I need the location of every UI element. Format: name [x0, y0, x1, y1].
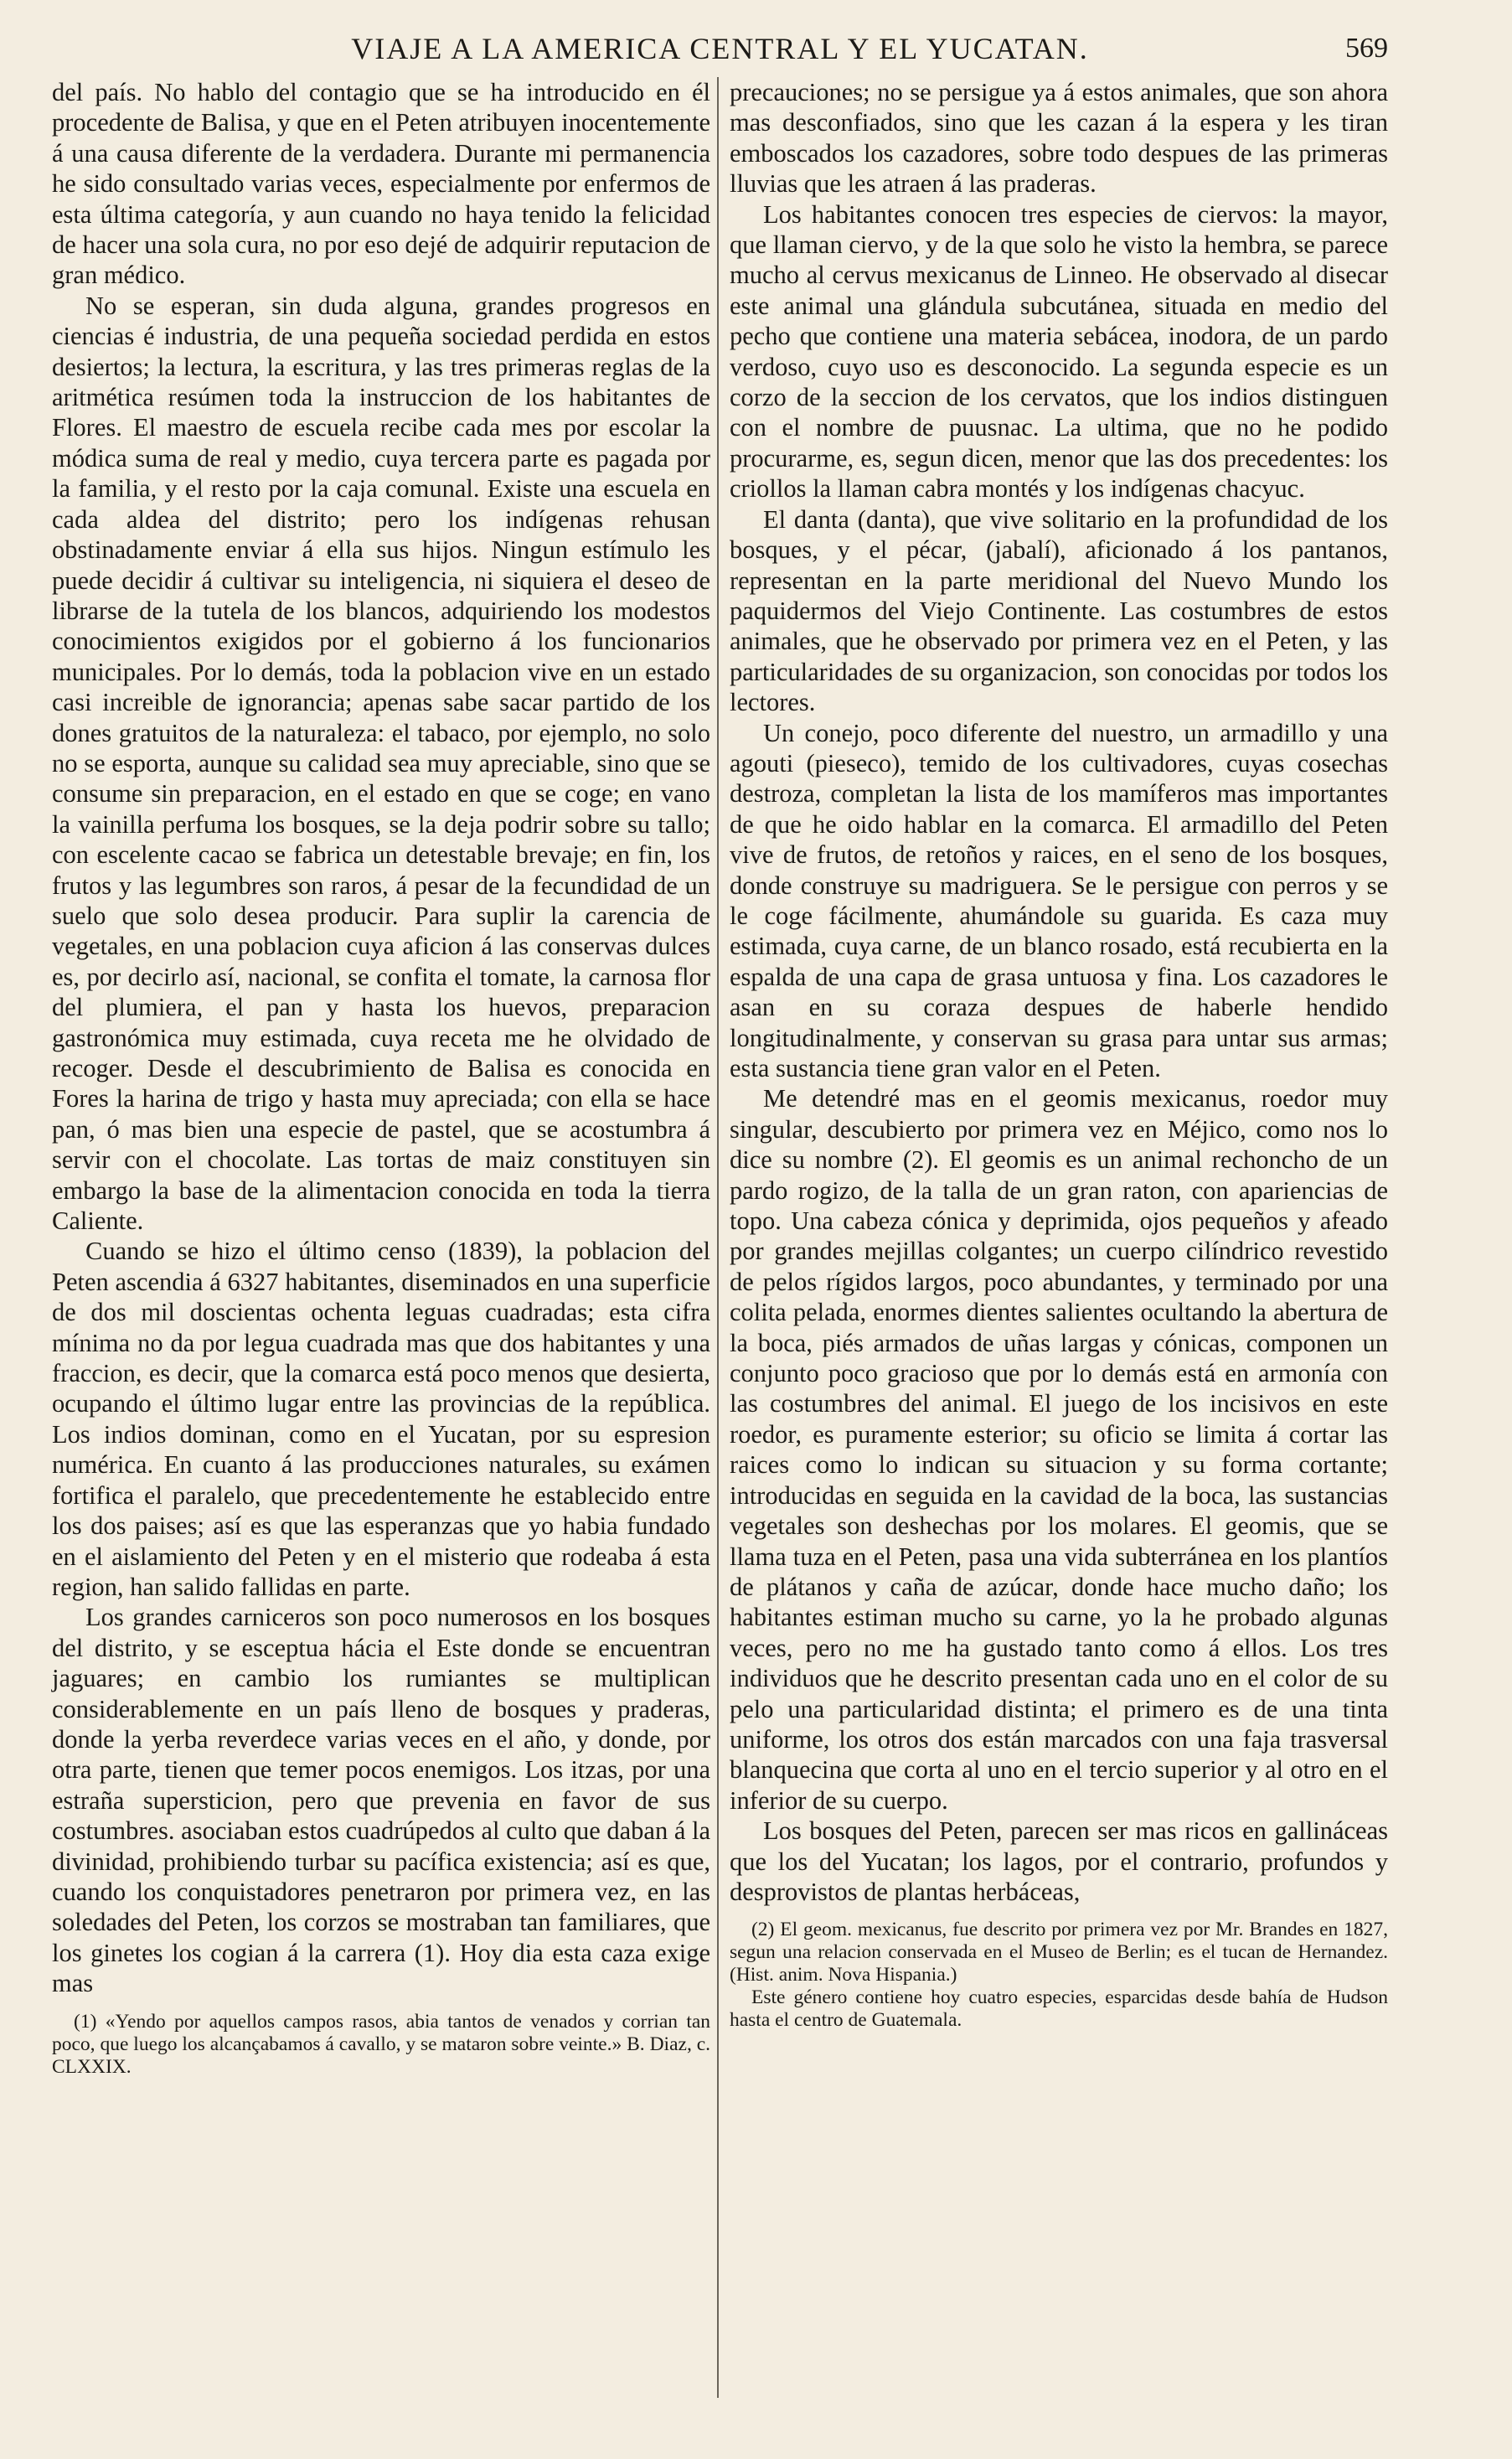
page-number: 569: [1345, 33, 1388, 64]
two-column-body: [52, 77, 1388, 2423]
left-footnotes: [52, 2011, 710, 2079]
paragraph: El danta (danta), que vive solitario en la profundidad de los bosques, y el pécar, (jabalí), aficionado á los pantanos, representan en la parte meridional del Nuevo Mundo los paquidermos del Viejo Continente. Las costumbres de estos animales, que he observado por primera vez en el Peten, y las particularidades de su organizacion, son conocidas por todos los lectores.: [729, 504, 1388, 717]
footnote: (1) «Yendo por aquellos campos rasos, abia tantos de venados y corrian tan poco, que luego los alcançabamos á cavallo, y se mataron sobre veinte.» B. Diaz, c. CLXXIX.: [52, 2010, 711, 2078]
paragraph: No se esperan, sin duda alguna, grandes progresos en ciencias é industria, de una pequeña sociedad perdida en estos desiertos; la lectura, la escritura, y las tres primeras reglas de la aritmética resúmen toda la instruccion de los habitantes de Flores. El maestro de escuela recibe cada mes por escolar la módica suma de real y medio, cuya tercera parte es pagada por la familia, y el resto por la caja comunal. Existe una escuela en cada aldea del distrito; pero los indígenas rehusan obstinadamente enviar á ella sus hijos. Ningun estímulo les puede decidir á cultivar su inteligencia, ni siquiera el deseo de librarse de la tutela de los blancos, adquiriendo los modestos conocimientos exigidos por el gobierno á los funcionarios municipales. Por lo demás, toda la poblacion vive en un estado casi increible de ignorancia; apenas sabe sacar partido de los dones gratuitos de la naturaleza: el tabaco, por ejemplo, no solo no se esporta, aunque su calidad sea muy apreciable, sino que se consume sin preparacion, en el estado en que se coge; en vano la vainilla perfuma los bosques, se la deja podrir sobre su tallo; con escelente cacao se fabrica un detestable brevaje; en fin, los frutos y las legumbres son raros, á pesar de la fecundidad de un suelo que solo desea producir. Para suplir la carencia de vegetales, en una poblacion cuya aficion á las conservas dulces es, por decirlo así, nacional, se confita el tomate, la carnosa flor del plumiera, el pan y hasta los huevos, preparacion gastronómica muy estimada, cuya receta me he olvidado de recoger. Desde el descubrimiento de Balisa es conocida en Fores la harina de trigo y hasta muy apreciada; con ella se hace pan, ó mas bien una especie de pastel, que se acostumbra á servir con el chocolate. Las tortas de maiz constituyen sin embargo la base de la alimentacion conocida en toda la tierra Caliente.: [52, 291, 711, 1236]
paragraph: Los habitantes conocen tres especies de ciervos: la mayor, que llaman ciervo, y de la que solo he visto la hembra, se parece mucho al cervus mexicanus de Linneo. He observado al disecar este animal una glándula subcutánea, situada en medio del pecho que contiene una materia sebácea, inodora, de un pardo verdoso, cuyo uso es desconocido. La segunda especie es un corzo de la seccion de los cervatos, que los indios distinguen con el nombre de puusnac. La ultima, que no he podido procurarme, es, segun dicen, menor que las dos precedentes: los criollos la llaman cabra montés y los indígenas chacyuc.: [729, 199, 1388, 504]
paragraph: Cuando se hizo el último censo (1839), la poblacion del Peten ascendia á 6327 habitantes, diseminados en una superficie de dos mil doscientas ochenta leguas cuadradas; esta cifra mínima no da por legua cuadrada mas que dos habitantes y una fraccion, es decir, que la comarca está poco menos que desierta, ocupando el último lugar entre las provincias de la república. Los indios dominan, como en el Yucatan, por su espresion numérica. En cuanto á las producciones naturales, su exámen fortifica el paralelo, que precedentemente he establecido entre los dos paises; así es que las esperanzas que yo habia fundado en el aislamiento del Peten y en el misterio que rodeaba á esta region, han salido fallidas en parte.: [52, 1237, 711, 1601]
right-column: [730, 77, 1388, 2423]
footnote-separator: [52, 1999, 710, 2011]
footnote: (2) El geom. mexicanus, fue descrito por primera vez por Mr. Brandes en 1827, segun una relacion conservada en el Museo de Berlin; es el tucan de Hernandez. (Hist. anim. Nova Hispania.): [729, 1919, 1388, 1986]
footnote: Este género contiene hoy cuatro especies, esparcidas desde bahía de Hudson hasta el centro de Guatemala.: [729, 1986, 1388, 2032]
paragraph: del país. No hablo del contagio que se ha introducido en él procedente de Balisa, y que en el Peten atribuyen inocentemente á una causa diferente de la verdadera. Durante mi permanencia he sido consultado varias veces, especialmente por enfermos de esta última categoría, y aun cuando no haya tenido la felicidad de hacer una sola cura, no por eso dejé de adquirir reputacion de gran médico.: [52, 78, 711, 290]
left-column: [52, 77, 710, 2423]
paragraph: Un conejo, poco diferente del nuestro, un armadillo y una agouti (pieseco), temido de los cultivadores, cuyas cosechas destroza, completan la lista de los mamíferos mas importantes de que he oido hablar en la comarca. El armadillo del Peten vive de frutos, de retoños y raices, en el seno de los bosques, donde construye su madriguera. Se le persigue con perros y se le coge fácilmente, ahumándole su guarida. Es caza muy estimada, cuya carne, de un blanco rosado, está recubierta en la espalda de una capa de grasa untuosa y fina. Los cazadores le asan en su coraza despues de haberle hendido longitudinalmente, y conservan su grasa para untar sus armas; esta sustancia tiene gran valor en el Peten.: [729, 718, 1388, 1082]
paragraph: Los bosques del Peten, parecen ser mas ricos en gallináceas que los del Yucatan; los lagos, por el contrario, profundos y desprovistos de plantas herbáceas,: [729, 1816, 1388, 1906]
paragraph: Los grandes carniceros son poco numerosos en los bosques del distrito, y se esceptua hácia el Este donde se encuentran jaguares; en cambio los rumiantes se multiplican considerablemente en un país lleno de bosques y praderas, donde la yerba reverdece varias veces en el año, y donde, por otra parte, tienen que temer pocos enemigos. Los itzas, por una estraña supersticion, pero que prevenia en favor de sus costumbres. asociaban estos cuadrúpedos al culto que daban á la divinidad, prohibiendo turbar su pacífica existencia; así es que, cuando los conquistadores penetraron por primera vez, en las soledades del Peten, los corzos se mostraban tan familiares, que los ginetes los cogian á la carrera (1). Hoy dia esta caza exige mas: [52, 1603, 711, 1998]
paragraph: Me detendré mas en el geomis mexicanus, roedor muy singular, descubierto por primera vez en Méjico, como nos lo dice su nombre (2). El geomis es un animal rechoncho de un pardo rogizo, de la talla de un gran raton, con apariencias de topo. Una cabeza cónica y deprimida, ojos pequeños y afeado por grandes mejillas colgantes; un cuerpo cilíndrico revestido de pelos rígidos largos, poco abundantes, y terminado por una colita pelada, enormes dientes salientes ocultando la abertura de la boca, piés armados de uñas largas y cónicas, componen un conjunto poco gracioso que por lo demás está en armonía con las costumbres del animal. El juego de los incisivos en este roedor, es puramente esterior; su oficio se limita á cortar las raices como lo indican su situacion y su forma cortante; introducidas en seguida en la cavidad de la boca, las sustancias vegetales son deshechas por los molares. El geomis, que se llama tuza en el Peten, pasa una vida subterránea en los plantíos de plátanos y caña de azúcar, donde hace mucho daño; los habitantes estiman mucho su carne, yo la he probado algunas veces, pero no me ha gustado tanto como á ellos. Los tres individuos que he descrito presentan cada uno en el color de su pelo una particularidad distinta; el primero es de una tinta uniforme, los otros dos están marcados con una faja trasversal blanquecina que corta al uno en el tercio superior y al otro en el inferior de su cuerpo.: [729, 1084, 1388, 1815]
column-divider: [717, 77, 723, 2398]
footnote-separator: [730, 1907, 1388, 1919]
running-title: VIAJE A LA AMERICA CENTRAL Y EL YUCATAN.: [351, 32, 1089, 65]
right-footnotes: [730, 1919, 1388, 2032]
page-header: [52, 32, 1388, 65]
paragraph: precauciones; no se persigue ya á estos animales, que son ahora mas desconfiados, sino que les cazan á la espera y les tiran emboscados los cazadores, sobre todo despues de las primeras lluvias que les atraen á las praderas.: [729, 78, 1388, 199]
